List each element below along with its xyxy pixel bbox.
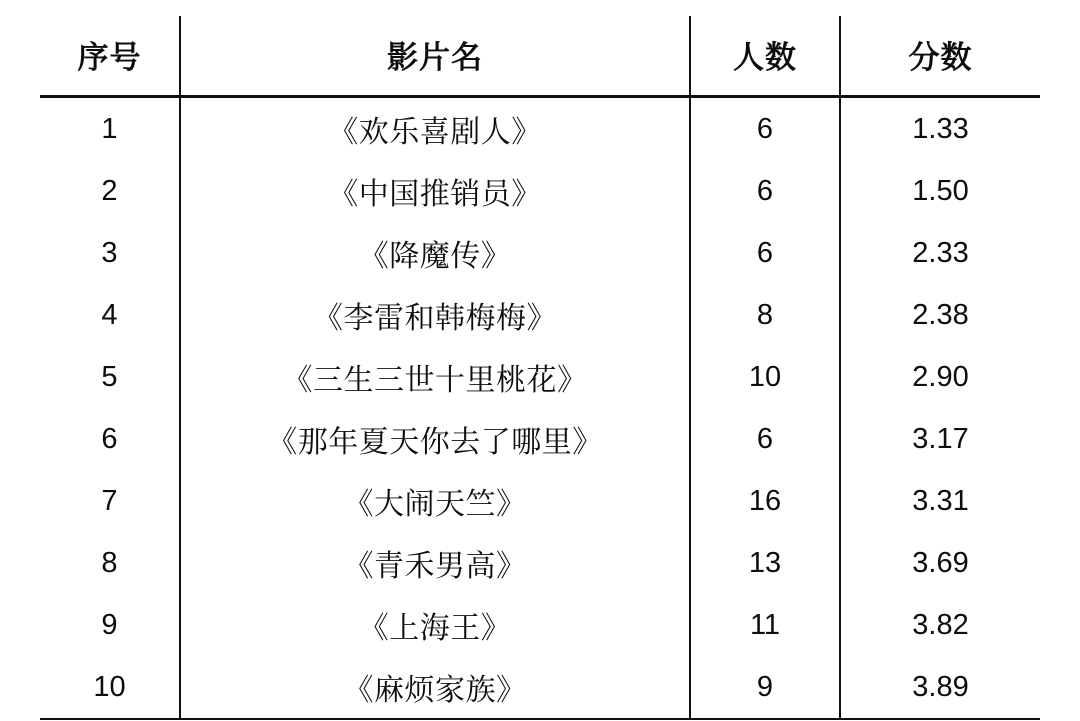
- cell-index: 2: [40, 160, 180, 222]
- column-header-count: 人数: [690, 16, 840, 97]
- cell-count: 6: [690, 97, 840, 161]
- cell-index: 1: [40, 97, 180, 161]
- cell-count: 11: [690, 594, 840, 656]
- cell-count: 10: [690, 346, 840, 408]
- cell-count: 16: [690, 470, 840, 532]
- table-row: [40, 656, 1040, 718]
- cell-title: 《降魔传》: [180, 222, 690, 284]
- cell-score: 3.17: [912, 422, 969, 455]
- cell-score: 1.33: [912, 112, 969, 145]
- table-bottom-rule: [40, 718, 1040, 720]
- cell-score: 3.82: [912, 608, 969, 641]
- table-row: [40, 222, 1040, 284]
- cell-title: 《欢乐喜剧人》: [180, 97, 690, 161]
- cell-index: 6: [40, 408, 180, 470]
- cell-title: 《青禾男高》: [180, 532, 690, 594]
- column-header-index: 序号: [40, 16, 180, 97]
- table-row: [40, 160, 1040, 222]
- cell-index: 9: [40, 594, 180, 656]
- table-row: [40, 346, 1040, 408]
- cell-count: 6: [690, 222, 840, 284]
- cell-index: 7: [40, 470, 180, 532]
- table-row: [40, 408, 1040, 470]
- table-row: [40, 532, 1040, 594]
- cell-index: 5: [40, 346, 180, 408]
- cell-title: 《中国推销员》: [180, 160, 690, 222]
- cell-title: 《大闹天竺》: [180, 470, 690, 532]
- table-row: [40, 284, 1040, 346]
- column-header-score: 分数: [908, 40, 973, 75]
- cell-title: 《李雷和韩梅梅》: [180, 284, 690, 346]
- table-header-row: [40, 16, 1040, 97]
- cell-count: 9: [690, 656, 840, 718]
- cell-title: 《那年夏天你去了哪里》: [180, 408, 690, 470]
- cell-count: 8: [690, 284, 840, 346]
- cell-title: 《麻烦家族》: [180, 656, 690, 718]
- cell-count: 6: [690, 408, 840, 470]
- cell-score: 2.90: [912, 360, 969, 393]
- cell-index: 4: [40, 284, 180, 346]
- cell-count: 6: [690, 160, 840, 222]
- cell-index: 8: [40, 532, 180, 594]
- cell-index: 10: [40, 656, 180, 718]
- cell-score: 3.69: [912, 546, 969, 579]
- table-row: [40, 470, 1040, 532]
- cell-score: 2.38: [912, 298, 969, 331]
- table-row: [40, 594, 1040, 656]
- movie-score-table: [40, 16, 1040, 718]
- table-body: [40, 97, 1040, 719]
- cell-score: 3.89: [912, 670, 969, 703]
- table-header: [40, 16, 1040, 97]
- cell-score: 2.33: [912, 236, 969, 269]
- cell-count: 13: [690, 532, 840, 594]
- cell-score: 3.31: [912, 484, 969, 517]
- cell-index: 3: [40, 222, 180, 284]
- cell-title: 《上海王》: [180, 594, 690, 656]
- cell-score: 1.50: [912, 174, 969, 207]
- column-header-title: 影片名: [180, 16, 690, 97]
- table-row: [40, 97, 1040, 161]
- cell-title: 《三生三世十里桃花》: [180, 346, 690, 408]
